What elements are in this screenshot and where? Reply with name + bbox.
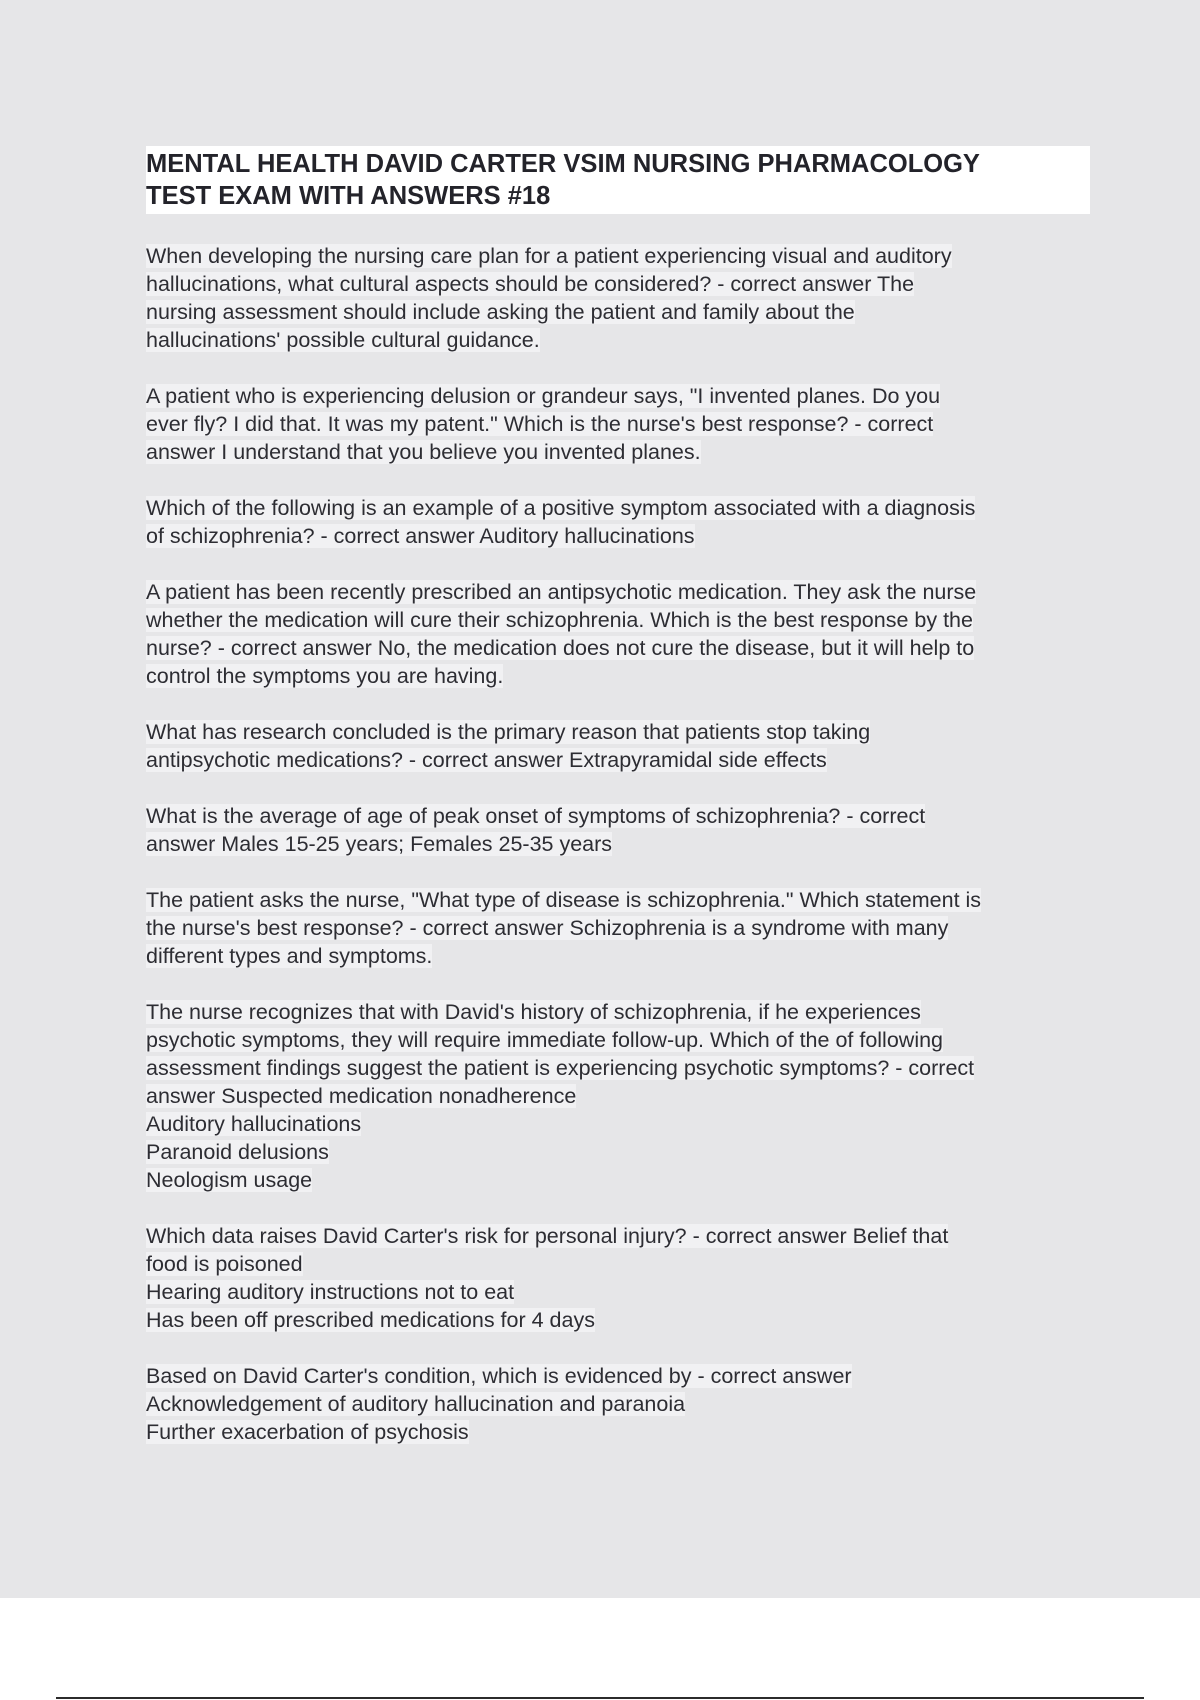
qa-item [146, 1362, 1090, 1446]
qa-line-text: Which of the following is an example of a positive symptom associated with a diagnosis [146, 496, 976, 520]
qa-line [146, 382, 1090, 410]
qa-line [146, 1110, 1090, 1138]
qa-item [146, 578, 1090, 690]
document-title [146, 146, 1090, 214]
qa-line [146, 1278, 1090, 1306]
qa-line [146, 522, 1090, 550]
qa-line [146, 494, 1090, 522]
qa-line-text: nursing assessment should include asking the patient and family about the [146, 300, 855, 324]
qa-line [146, 1362, 1090, 1390]
qa-item [146, 802, 1090, 858]
qa-line-text: whether the medication will cure their schizophrenia. Which is the best response by the [146, 608, 973, 632]
qa-line-text: Auditory hallucinations [146, 1112, 362, 1136]
qa-line [146, 718, 1090, 746]
qa-line-text: antipsychotic medications? - correct answer Extrapyramidal side effects [146, 748, 827, 772]
qa-line-text: A patient has been recently prescribed an antipsychotic medication. They ask the nurse [146, 580, 977, 604]
qa-line [146, 326, 1090, 354]
qa-line-text: Hearing auditory instructions not to eat [146, 1280, 515, 1304]
qa-line [146, 634, 1090, 662]
qa-line-text: assessment findings suggest the patient is experiencing psychotic symptoms? - correct [146, 1056, 975, 1080]
page-footer [0, 1598, 1200, 1700]
qa-line-text: Based on David Carter's condition, which is evidenced by - correct answer [146, 1364, 852, 1388]
footer-divider [56, 1697, 1144, 1699]
qa-list [146, 242, 1090, 1446]
qa-line-text: hallucinations' possible cultural guidance. [146, 328, 540, 352]
qa-line-text: answer Suspected medication nonadherence [146, 1084, 577, 1108]
qa-line-text: of schizophrenia? - correct answer Auditory hallucinations [146, 524, 695, 548]
qa-item [146, 1222, 1090, 1334]
qa-line-text: food is poisoned [146, 1252, 303, 1276]
qa-line-text: hallucinations, what cultural aspects should be considered? - correct answer The [146, 272, 915, 296]
qa-line-text: What is the average of age of peak onset of symptoms of schizophrenia? - correct [146, 804, 926, 828]
qa-item [146, 494, 1090, 550]
qa-line-text: Which data raises David Carter's risk for personal injury? - correct answer Belief that [146, 1224, 949, 1248]
qa-line-text: The nurse recognizes that with David's history of schizophrenia, if he experiences [146, 1000, 921, 1024]
qa-line [146, 242, 1090, 270]
qa-line [146, 662, 1090, 690]
qa-item [146, 382, 1090, 466]
qa-line [146, 1166, 1090, 1194]
qa-line-text: the nurse's best response? - correct answer Schizophrenia is a syndrome with many [146, 916, 949, 940]
title-line: MENTAL HEALTH DAVID CARTER VSIM NURSING PHARMACOLOGY [146, 150, 980, 178]
qa-line [146, 1306, 1090, 1334]
qa-line-text: nurse? - correct answer No, the medication does not cure the disease, but it will help to [146, 636, 975, 660]
qa-line-text: The patient asks the nurse, "What type of disease is schizophrenia." Which statement is [146, 888, 982, 912]
qa-line-text: Neologism usage [146, 1168, 313, 1192]
qa-line [146, 942, 1090, 970]
qa-line [146, 886, 1090, 914]
qa-line-text: Further exacerbation of psychosis [146, 1420, 469, 1444]
document-content [146, 146, 1090, 1474]
qa-line-text: ever fly? I did that. It was my patent." Which is the nurse's best response? - correct [146, 412, 934, 436]
qa-line [146, 578, 1090, 606]
qa-line [146, 270, 1090, 298]
qa-line [146, 802, 1090, 830]
qa-line-text: What has research concluded is the primary reason that patients stop taking [146, 720, 871, 744]
qa-line [146, 1082, 1090, 1110]
qa-line-text: Has been off prescribed medications for 4 days [146, 1308, 595, 1332]
qa-item [146, 886, 1090, 970]
qa-item [146, 718, 1090, 774]
qa-line [146, 438, 1090, 466]
qa-line [146, 746, 1090, 774]
qa-line-text: Acknowledgement of auditory hallucination and paranoia [146, 1392, 686, 1416]
qa-line-text: A patient who is experiencing delusion or grandeur says, "I invented planes. Do you [146, 384, 941, 408]
qa-line [146, 1054, 1090, 1082]
qa-line-text: control the symptoms you are having. [146, 664, 504, 688]
qa-line-text: When developing the nursing care plan for a patient experiencing visual and auditory [146, 244, 952, 268]
title-line: TEST EXAM WITH ANSWERS #18 [146, 182, 551, 210]
qa-item [146, 998, 1090, 1194]
qa-line [146, 914, 1090, 942]
qa-line-text: Paranoid delusions [146, 1140, 329, 1164]
qa-item [146, 242, 1090, 354]
qa-line [146, 998, 1090, 1026]
qa-line-text: different types and symptoms. [146, 944, 433, 968]
qa-line [146, 1390, 1090, 1418]
qa-line-text: psychotic symptoms, they will require immediate follow-up. Which of the of following [146, 1028, 944, 1052]
qa-line-text: answer I understand that you believe you invented planes. [146, 440, 701, 464]
qa-line [146, 606, 1090, 634]
qa-line [146, 1222, 1090, 1250]
qa-line [146, 410, 1090, 438]
qa-line [146, 1250, 1090, 1278]
qa-line-text: answer Males 15-25 years; Females 25-35 years [146, 832, 613, 856]
qa-line [146, 1418, 1090, 1446]
qa-line [146, 1138, 1090, 1166]
qa-line [146, 1026, 1090, 1054]
qa-line [146, 298, 1090, 326]
qa-line [146, 830, 1090, 858]
